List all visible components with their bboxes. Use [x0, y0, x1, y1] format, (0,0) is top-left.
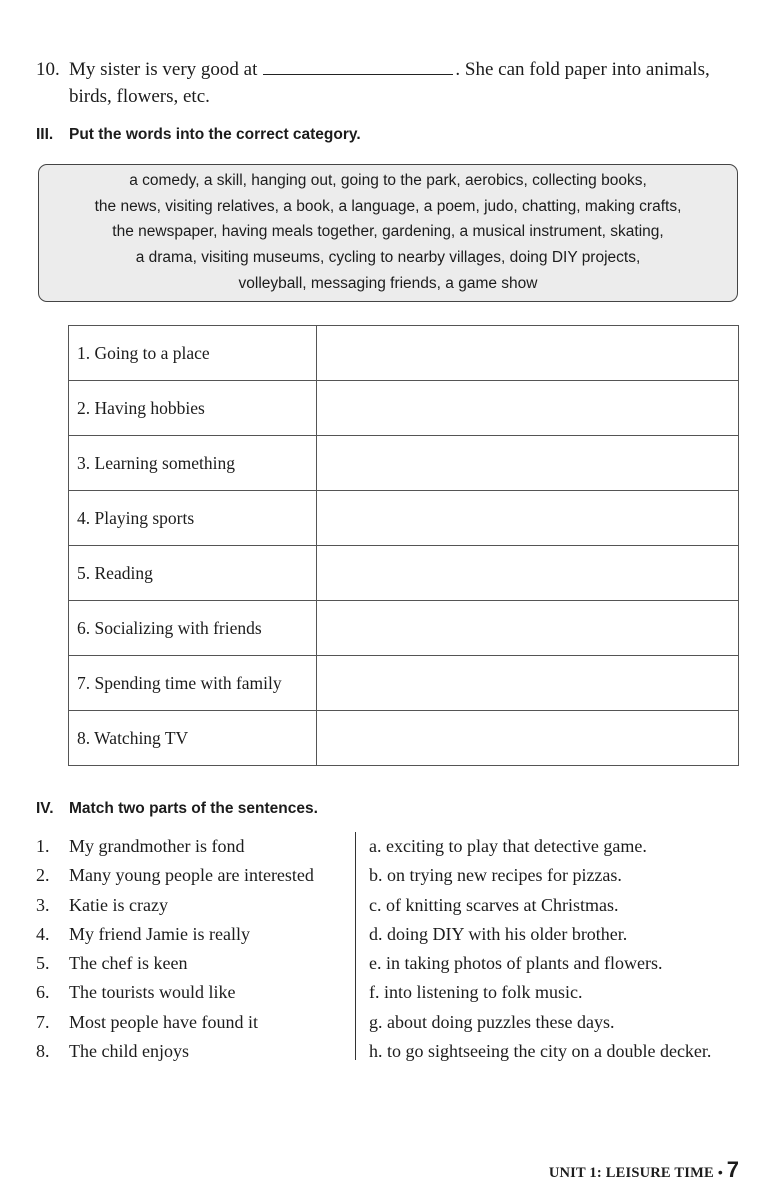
- question-number: 10.: [36, 59, 60, 80]
- word-box-line: a drama, visiting museums, cycling to nearby villages, doing DIY projects,: [135, 249, 641, 266]
- match-right-column: [369, 832, 769, 1066]
- item-text: Many young people are interested: [69, 865, 314, 886]
- list-item: c. of knitting scarves at Christmas.: [369, 894, 619, 915]
- item-number: 5.: [36, 953, 50, 974]
- category-label: 3. Learning something: [69, 436, 317, 491]
- answer-blank[interactable]: [263, 56, 453, 75]
- item-text: The child enjoys: [69, 1041, 189, 1062]
- list-item: d. doing DIY with his older brother.: [369, 923, 628, 944]
- question-line-2: birds, flowers, etc.: [69, 86, 210, 107]
- list-item: [36, 1008, 356, 1037]
- table-row: [69, 656, 739, 711]
- table-row: [69, 381, 739, 436]
- category-label: 1. Going to a place: [69, 326, 317, 381]
- answer-cell[interactable]: [317, 436, 739, 491]
- item-text: Most people have found it: [69, 1011, 258, 1032]
- list-item: a. exciting to play that detective game.: [369, 836, 647, 856]
- list-item: [36, 1037, 356, 1066]
- item-text: My grandmother is fond: [69, 836, 245, 856]
- table-row: [69, 601, 739, 656]
- table-row: [69, 711, 739, 766]
- answer-cell[interactable]: [317, 546, 739, 601]
- list-item: g. about doing puzzles these days.: [369, 1011, 615, 1032]
- category-label: 7. Spending time with family: [69, 656, 317, 711]
- category-label: 6. Socializing with friends: [69, 601, 317, 656]
- item-number: 8.: [36, 1041, 50, 1062]
- word-box: [38, 164, 738, 302]
- table-row: [69, 326, 739, 381]
- word-box-line: the newspaper, having meals together, gardening, a musical instrument, skating,: [112, 223, 664, 240]
- section-3-heading: [36, 126, 361, 144]
- section-4-heading: [36, 800, 318, 818]
- list-item: [36, 920, 356, 949]
- list-item: [36, 832, 356, 861]
- item-number: 6.: [36, 982, 50, 1003]
- item-number: 4.: [36, 923, 50, 944]
- item-text: The tourists would like: [69, 982, 236, 1003]
- word-box-line: the news, visiting relatives, a book, a language, a poem, judo, chatting, making crafts,: [94, 198, 682, 215]
- list-item: [36, 978, 356, 1007]
- question-text-after: . She can fold paper into animals,: [455, 59, 710, 80]
- bullet-separator: •: [717, 1164, 723, 1180]
- question-text-before: My sister is very good at: [69, 59, 258, 80]
- category-label: 2. Having hobbies: [69, 381, 317, 436]
- word-box-line: a comedy, a skill, hanging out, going to the park, aerobics, collecting books,: [129, 172, 647, 189]
- answer-cell[interactable]: [317, 711, 739, 766]
- question-line-1: [69, 56, 710, 83]
- section-instruction: Match two parts of the sentences.: [69, 800, 318, 817]
- table-row: [69, 491, 739, 546]
- answer-cell[interactable]: [317, 656, 739, 711]
- section-number: IV.: [36, 800, 54, 817]
- list-item: f. into listening to folk music.: [369, 982, 583, 1003]
- page-footer: [549, 1157, 739, 1183]
- item-text: The chef is keen: [69, 953, 188, 974]
- table-row: [69, 546, 739, 601]
- answer-cell[interactable]: [317, 381, 739, 436]
- category-label: 4. Playing sports: [69, 491, 317, 546]
- item-number: 2.: [36, 865, 50, 886]
- list-item: [36, 891, 356, 920]
- section-number: III.: [36, 126, 54, 143]
- page-number: 7: [726, 1157, 739, 1182]
- answer-cell[interactable]: [317, 601, 739, 656]
- section-instruction: Put the words into the correct category.: [69, 126, 361, 143]
- list-item: e. in taking photos of plants and flowers.: [369, 953, 663, 974]
- list-item: h. to go sightseeing the city on a double decker.: [369, 1041, 712, 1062]
- table-row: [69, 436, 739, 491]
- item-number: 1.: [36, 836, 50, 856]
- category-label: 5. Reading: [69, 546, 317, 601]
- answer-cell[interactable]: [317, 326, 739, 381]
- unit-title: UNIT 1: LEISURE TIME: [548, 1165, 714, 1181]
- word-box-line: volleyball, messaging friends, a game show: [238, 275, 538, 292]
- category-label: 8. Watching TV: [69, 711, 317, 766]
- item-number: 7.: [36, 1011, 50, 1032]
- list-item: [36, 861, 356, 890]
- item-number: 3.: [36, 894, 50, 915]
- item-text: My friend Jamie is really: [69, 923, 250, 944]
- category-table: [68, 325, 739, 766]
- list-item: [36, 949, 356, 978]
- match-left-column: [36, 832, 356, 1066]
- list-item: b. on trying new recipes for pizzas.: [369, 865, 622, 886]
- answer-cell[interactable]: [317, 491, 739, 546]
- column-divider: [355, 832, 356, 1060]
- item-text: Katie is crazy: [69, 894, 168, 915]
